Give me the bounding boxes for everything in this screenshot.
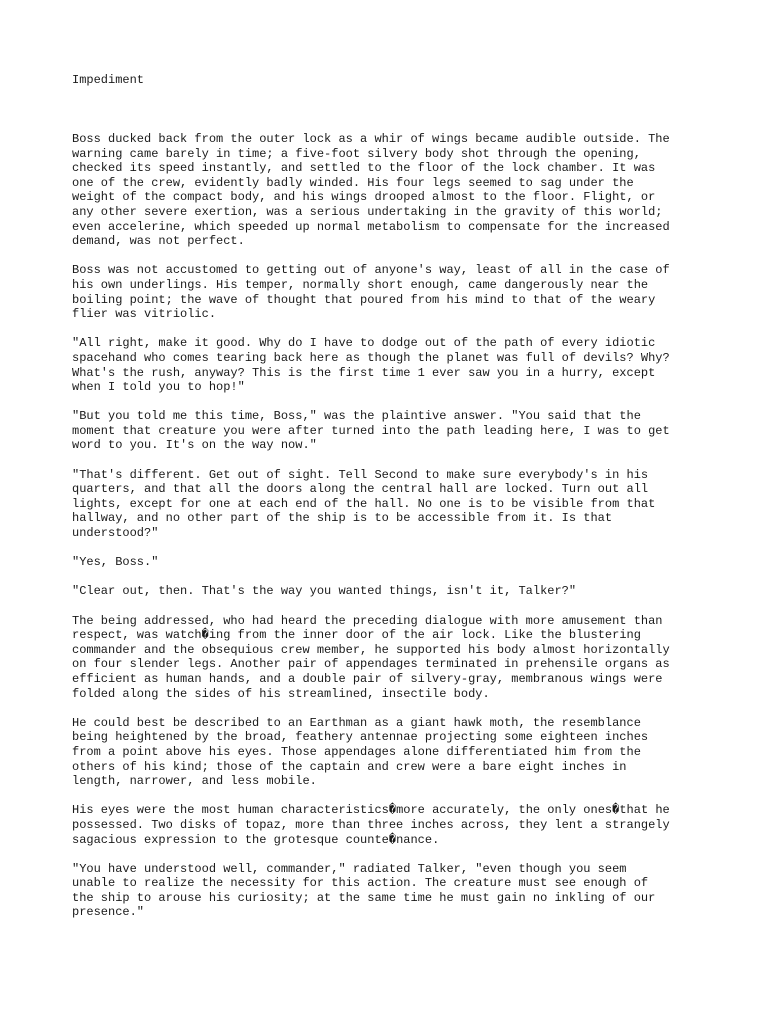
document-title: Impediment bbox=[72, 73, 145, 87]
document-body bbox=[72, 132, 712, 935]
paragraph: The being addressed, who had heard the preceding dialogue with more amusement than respect, was watch�ing from the inner door of the air lock. Like the blustering commander and the obsequious crew member, he supported his body almost horizontally on four slender legs. Another pair of appendages terminated in prehensile organs as efficient as human hands, and a double pair of silvery-gray, membranous wings were folded along the sides of his streamlined, insectile body. bbox=[72, 613, 670, 701]
paragraph: "That's different. Get out of sight. Tell Second to make sure everybody's in his quarters, and that all the doors along the central hall are locked. Turn out all lights, except for one at each end of the hall. No one is to be visible from that hallway, and no other part of the ship is to be accessible from it. Is that understood?" bbox=[72, 467, 656, 541]
paragraph: "You have understood well, commander," radiated Talker, "even though you seem unable to realize the necessity for this action. The creature must see enough of the ship to arouse his curiosity; at the same time he must gain no inkling of our presence." bbox=[72, 861, 656, 920]
paragraph: "Clear out, then. That's the way you wanted things, isn't it, Talker?" bbox=[72, 584, 577, 599]
paragraph: Boss was not accustomed to getting out of anyone's way, least of all in the case of his own underlings. His temper, normally short enough, came dangerously near the boiling point; the wave of thought that poured from his mind to that of the weary flier was vitriolic. bbox=[72, 263, 670, 322]
paragraph: Boss ducked back from the outer lock as a whir of wings became audible outside. The warning came barely in time; a five-foot silvery body shot through the opening, checked its speed instantly, and settled to the floor of the lock chamber. It was one of the crew, evidently badly winded. His four legs seemed to sag under the weight of the compact body, and his wings drooped almost to the floor. Flight, or any other severe exertion, was a serious undertaking in the gravity of this world; even accelerine, which speeded up normal metabolism to compensate for the increased demand, was not perfect. bbox=[72, 132, 670, 249]
paragraph: "All right, make it good. Why do I have to dodge out of the path of every idiotic spacehand who comes tearing back here as though the planet was full of devils? Why? What's the rush, anyway? This is the first time 1 ever saw you in a hurry, except when I told you to hop!" bbox=[72, 336, 670, 395]
paragraph: "But you told me this time, Boss," was the plaintive answer. "You said that the moment that creature you were after turned into the path leading here, I was to get word to you. It's on the way now." bbox=[72, 409, 670, 453]
paragraph: His eyes were the most human characteristics�more accurately, the only ones�that he possessed. Two disks of topaz, more than three inches across, they lent a strangely sagacious expression to the grotesque counte�nance. bbox=[72, 803, 670, 847]
paragraph: "Yes, Boss." bbox=[72, 555, 159, 570]
paragraph: He could best be described to an Earthman as a giant hawk moth, the resemblance being heightened by the broad, feathery antennae projecting some eighteen inches from a point above his eyes. Those appendages alone differentiated him from the others of his kind; those of the captain and crew were a bare eight inches in length, narrower, and less mobile. bbox=[72, 715, 649, 789]
